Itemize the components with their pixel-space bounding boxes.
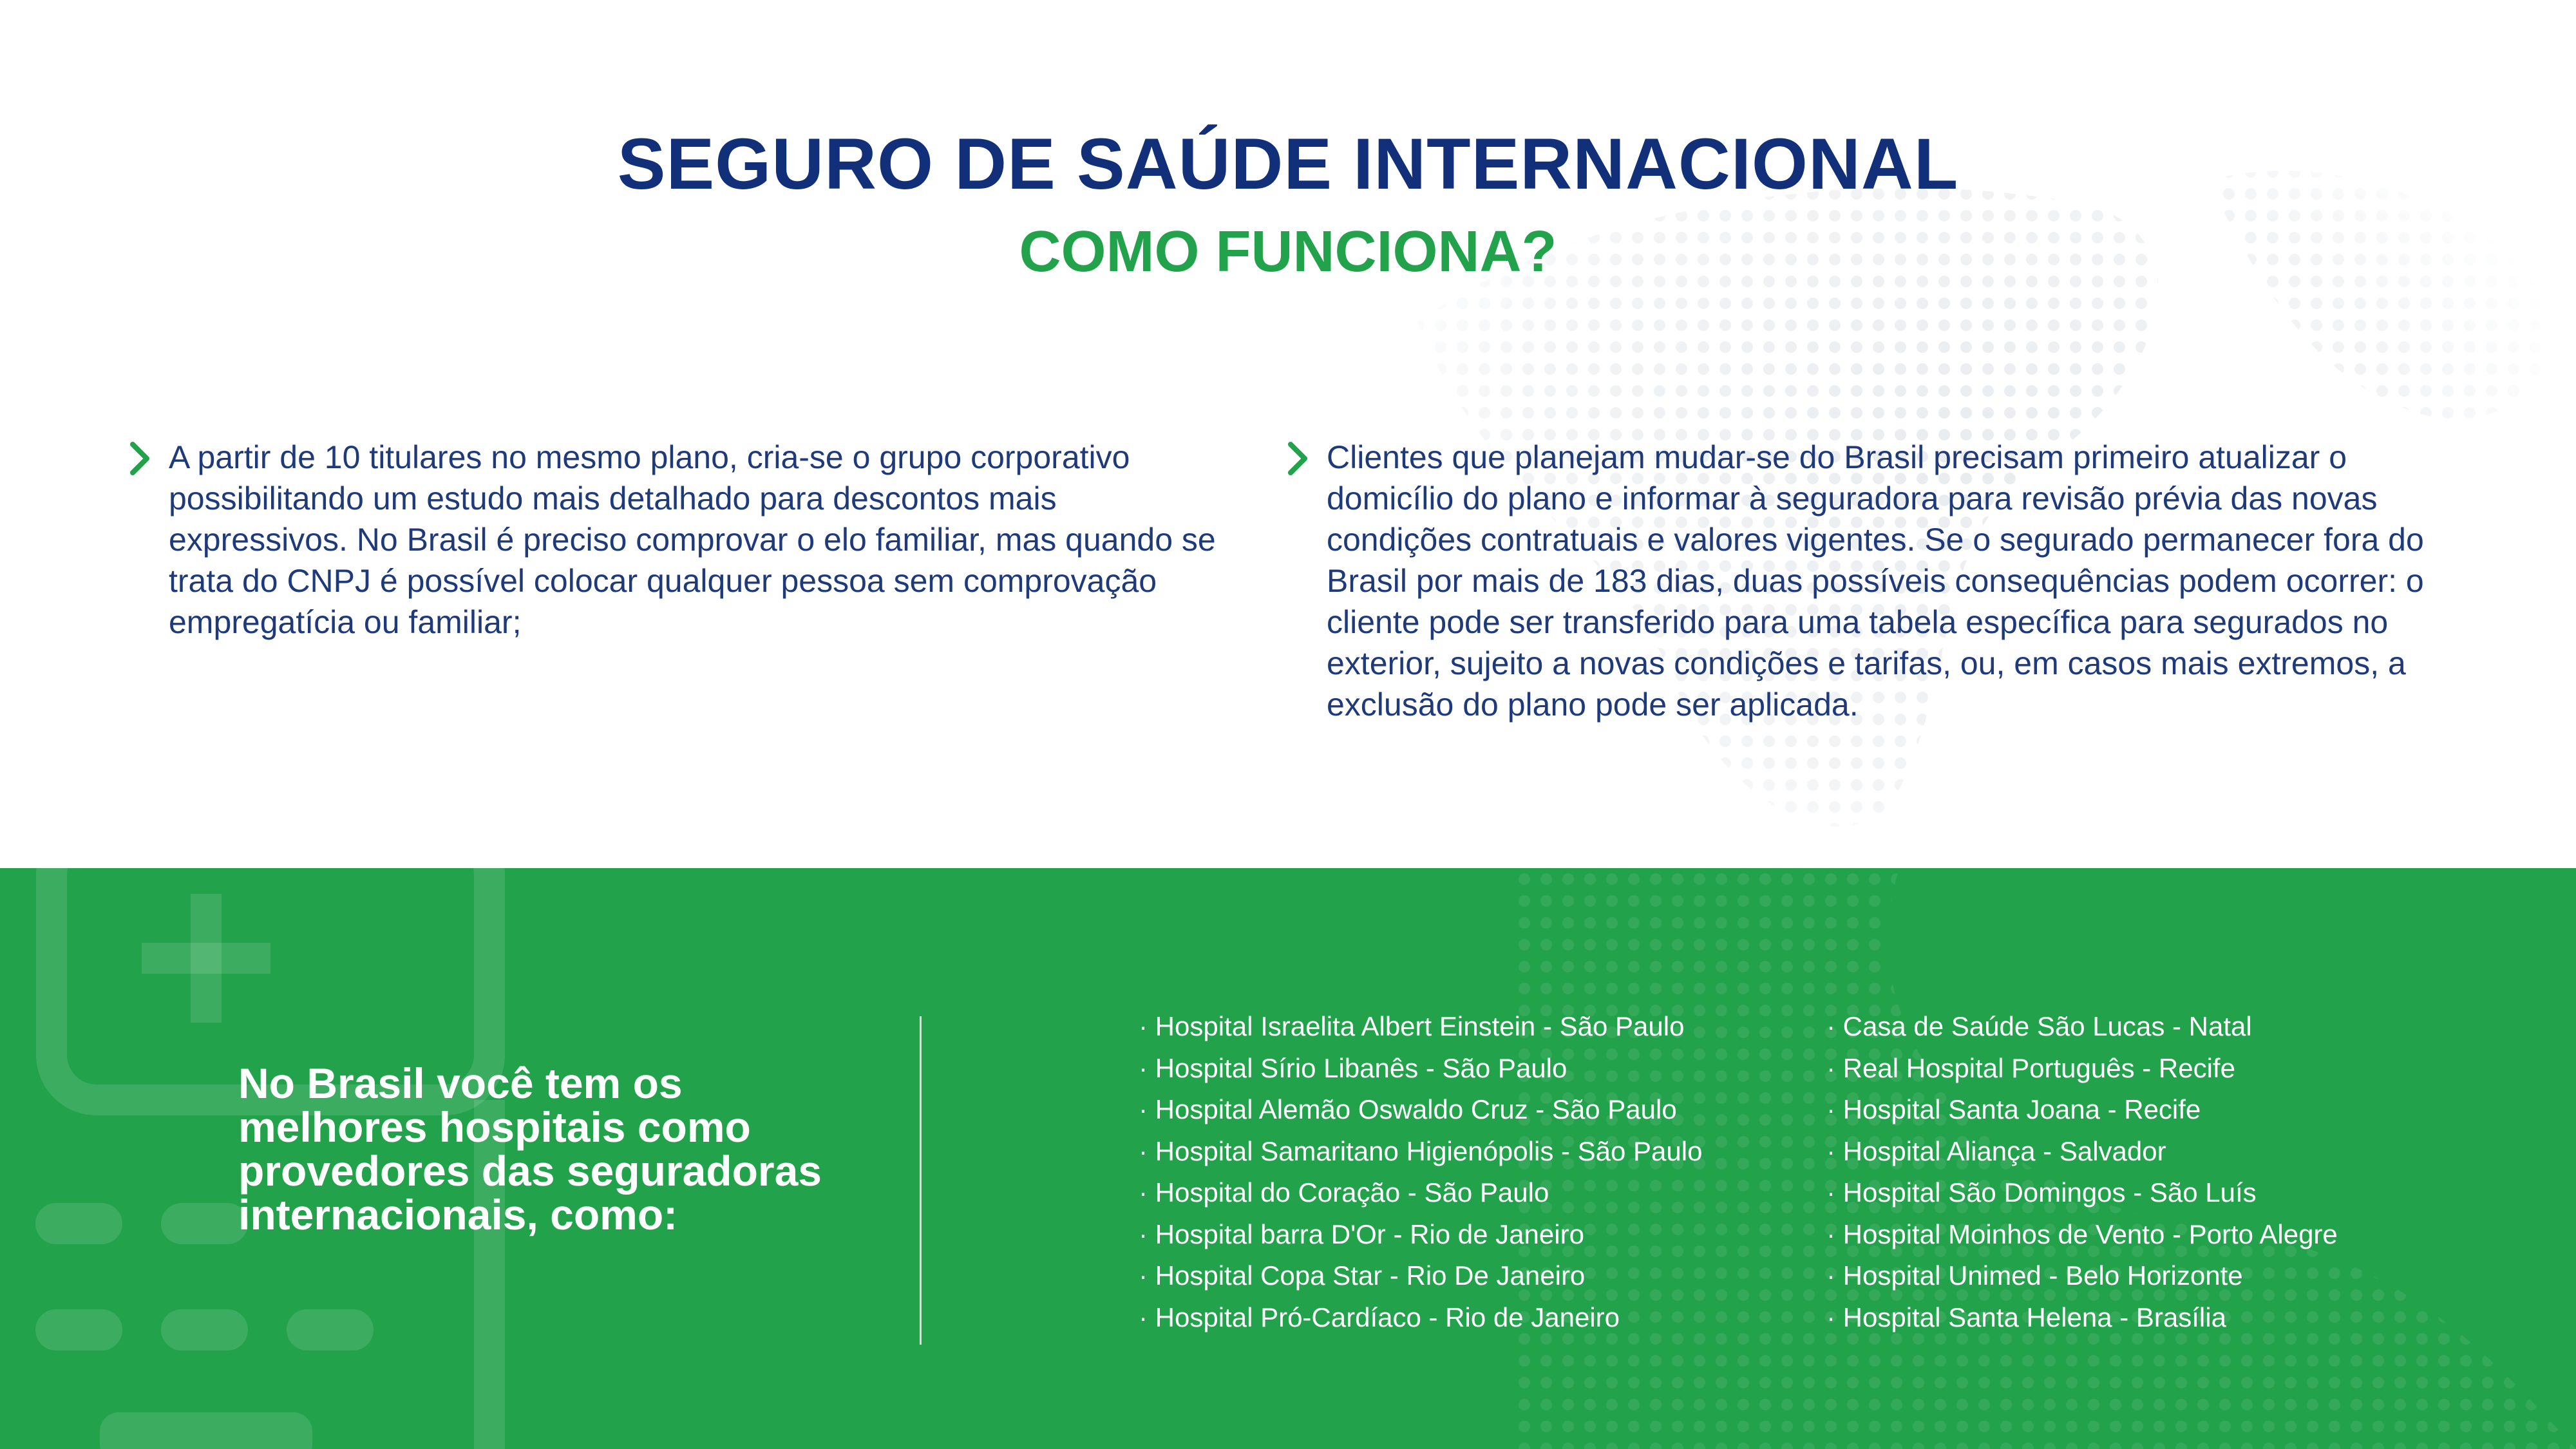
list-item: · Hospital Santa Helena - Brasília <box>1826 1297 2338 1339</box>
list-item: · Hospital Santa Joana - Recife <box>1826 1089 2338 1131</box>
divider <box>920 1016 922 1345</box>
hospital-list-a <box>1139 1006 1702 1338</box>
list-item: · Hospital São Domingos - São Luís <box>1826 1172 2338 1214</box>
chevron-right-icon <box>1285 440 1311 477</box>
list-item: · Casa de Saúde São Lucas - Natal <box>1826 1006 2338 1048</box>
list-item: · Hospital Alemão Oswaldo Cruz - São Paulo <box>1139 1089 1702 1131</box>
list-item: · Hospital Israelita Albert Einstein - São Paulo <box>1139 1006 1702 1048</box>
list-item: · Hospital Copa Star - Rio De Janeiro <box>1139 1255 1702 1297</box>
info-bullet-group-plan <box>169 437 1225 643</box>
page-subtitle: COMO FUNCIONA? <box>1019 220 1557 284</box>
list-item: · Hospital Moinhos de Vento - Porto Alegre <box>1826 1214 2338 1256</box>
list-item: · Real Hospital Português - Recife <box>1826 1048 2338 1090</box>
hospital-list-b <box>1826 1006 2338 1338</box>
list-item: · Hospital barra D'Or - Rio de Janeiro <box>1139 1214 1702 1256</box>
list-item: · Hospital Aliança - Salvador <box>1826 1131 2338 1173</box>
list-item: · Hospital Pró-Cardíaco - Rio de Janeiro <box>1139 1297 1702 1339</box>
list-item: · Hospital do Coração - São Paulo <box>1139 1172 1702 1214</box>
info-text-group-plan: A partir de 10 titulares no mesmo plano, cria-se o grupo corporativo possibilitando um estudo mais detalhado para descontos mais expressivos. No Brasil é preciso comprovar o elo familiar, mas quando se trata do CNPJ é possível colocar qualquer pessoa sem comprovação empregatícia ou familiar; <box>169 439 1216 640</box>
list-item: · Hospital Samaritano Higienópolis - São Paulo <box>1139 1131 1702 1173</box>
chevron-right-icon <box>128 440 153 477</box>
page-title: SEGURO DE SAÚDE INTERNACIONAL <box>617 124 1959 204</box>
info-bullet-relocation <box>1327 437 2447 725</box>
list-item: · Hospital Sírio Libanês - São Paulo <box>1139 1048 1702 1090</box>
hospitals-lead: No Brasil você tem os melhores hospitais como provedores das seguradoras internacionais, como: <box>238 1059 822 1238</box>
info-text-relocation: Clientes que planejam mudar-se do Brasil precisam primeiro atualizar o domicílio do plano e informar à seguradora para revisão prévia das novas condições contratuais e valores vigentes. Se o segurado permanecer fora do Brasil por mais de 183 dias, duas possíveis consequências podem ocorrer: o cliente pode ser transferido para uma tabela específica para segurados no exterior, sujeito a novas condições e tarifas, ou, em casos mais extremos, a exclusão do plano pode ser aplicada. <box>1327 439 2424 723</box>
list-item: · Hospital Unimed - Belo Horizonte <box>1826 1255 2338 1297</box>
hospitals-section <box>0 868 2576 1449</box>
